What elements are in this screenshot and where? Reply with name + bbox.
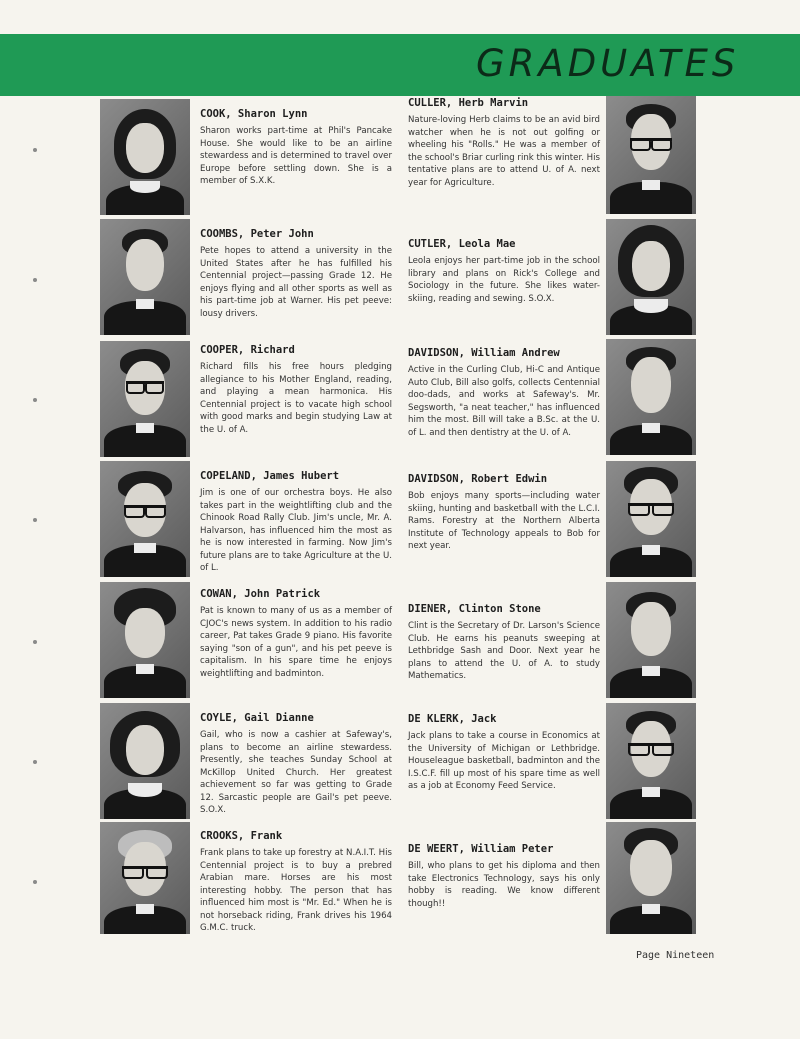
graduate-entry (200, 344, 392, 436)
portrait-photo (100, 582, 190, 698)
portrait-photo (606, 703, 696, 819)
portrait-photo (100, 703, 190, 819)
graduate-bio: Bob enjoys many sports—including water skiing, hunting and basketball with the L.C.I. Rams. Forestry at the Northern Alberta Institute of Technology appeals to Bob for next year. (408, 491, 600, 551)
graduate-bio: Active in the Curling Club, Hi-C and Antique Auto Club, Bill also golfs, collects Centennial doo-dads, and works at Safeway's. Mr. Segsworth, "a neat teacher," has influenced him the most. Bill will take a B.Sc. at the U. of L. and then dentistry at the U. of A. (408, 365, 600, 438)
graduate-bio: Jim is one of our orchestra boys. He also takes part in the weightlifting club and the Chinook Road Rally Club. Jim's uncle, Mr. A. Halvarson, has influenced him the most as he is now interested in farming. Now Jim's future plans are to take Agriculture at the U. of L. (200, 488, 392, 573)
graduate-bio: Frank plans to take up forestry at N.A.I.T. His Centennial project is to buy a prebred Arabian mare. Horses are his most interesting hobby. The person that has influenced him most is "Mr. Ed." When he is not horseback riding, Frank drives his 1964 G.M.C. truck. (200, 848, 392, 933)
portrait-photo (606, 461, 696, 577)
graduate-name: DE KLERK, Jack (408, 713, 497, 725)
portrait-photo (606, 822, 696, 934)
graduate-name: COYLE, Gail Dianne (200, 712, 314, 724)
graduate-bio: Gail, who is now a cashier at Safeway's, plans to become an airline stewardess. Presently, she teaches Sunday School at McKillop United Church. Her greatest achievement so far was getting to Grade 12. Sarcastic people are Gail's pet peeve. S.O.X. (200, 730, 392, 815)
graduate-name: DAVIDSON, William Andrew (408, 347, 560, 359)
margin-dot (33, 880, 37, 884)
margin-dot (33, 518, 37, 522)
portrait-photo (606, 339, 696, 455)
graduate-bio: Nature-loving Herb claims to be an avid bird watcher when he is not out golfing or wheeling his "Rolls." He was a member of the school's Briar curling rink this winter. His tentative plans are to attend U. of A. next year for Agriculture. (408, 115, 600, 188)
graduate-entry (200, 228, 392, 320)
page-title: GRADUATES (476, 42, 740, 85)
graduate-bio: Bill, who plans to get his diploma and then take Electronics Technology, says his only hobby is reading. We know different though!! (408, 861, 600, 909)
graduate-entry (408, 473, 600, 553)
graduate-entry (408, 238, 600, 305)
graduate-entry (200, 108, 392, 188)
margin-dot (33, 760, 37, 764)
graduate-name: DE WEERT, William Peter (408, 843, 554, 855)
graduate-entry (408, 843, 600, 910)
graduate-name: COWAN, John Patrick (200, 588, 321, 600)
graduate-name: DAVIDSON, Robert Edwin (408, 473, 548, 485)
graduate-entry (408, 347, 600, 439)
margin-dot (33, 398, 37, 402)
graduate-entry (408, 713, 600, 793)
page-number: Page Nineteen (636, 950, 715, 961)
graduate-bio: Richard fills his free hours pledging allegiance to his Mother England, reading, and playing a mean harmonica. His Centennial project is to vacate high school with good marks and begin studying Law at the U. of A. (200, 362, 392, 435)
graduate-name: COOMBS, Peter John (200, 228, 314, 240)
portrait-photo (100, 99, 190, 215)
portrait-photo (606, 96, 696, 214)
graduate-bio: Pete hopes to attend a university in the United States after he has fulfilled his Centennial project—passing Grade 12. He enjoys flying and all other sports as well as his part-time job at Warner. His pet peeve: lousy drivers. (200, 246, 392, 319)
graduate-bio: Leola enjoys her part-time job in the school library and plans on Rick's College and Sociology in the future. She likes water-skiing, reading and sewing. S.O.X. (408, 256, 600, 304)
graduate-name: DIENER, Clinton Stone (408, 603, 541, 615)
portrait-photo (100, 461, 190, 577)
graduate-entry (408, 603, 600, 683)
graduate-bio: Sharon works part-time at Phil's Pancake House. She would like to be an airline stewardess and is determined to travel over Europe before settling down. She is a member of S.X.K. (200, 126, 392, 186)
graduate-entry (200, 470, 392, 575)
portrait-photo (100, 341, 190, 457)
graduate-name: CULLER, Herb Marvin (408, 97, 529, 109)
graduate-name: COOPER, Richard (200, 344, 295, 356)
graduate-name: COOK, Sharon Lynn (200, 108, 308, 120)
graduate-entry (200, 830, 392, 935)
graduate-bio: Pat is known to many of us as a member of CJOC's news system. In addition to his radio career, Pat takes Grade 9 piano. His favorite saying "son of a gun", and his pet peeve is capitalism. In his spare time he enjoys weightlifting and badminton. (200, 606, 392, 679)
portrait-photo (606, 582, 696, 698)
margin-dot (33, 148, 37, 152)
graduate-name: CUTLER, Leola Mae (408, 238, 516, 250)
graduate-name: CROOKS, Frank (200, 830, 283, 842)
graduate-name: COPELAND, James Hubert (200, 470, 340, 482)
graduate-bio: Clint is the Secretary of Dr. Larson's Science Club. He earns his peanuts sweeping at Lethbridge Sash and Door. Next year he plans to attend the U. of A. to study Mathematics. (408, 621, 600, 681)
graduate-entry (200, 588, 392, 680)
graduate-entry (408, 97, 600, 189)
portrait-photo (100, 219, 190, 335)
margin-dot (33, 278, 37, 282)
margin-dot (33, 640, 37, 644)
portrait-photo (606, 219, 696, 335)
graduate-bio: Jack plans to take a course in Economics at the University of Michigan or Lethbridge. Houseleague basketball, badminton and the I.S.C.F. fill up most of his spare time as well as a job at Economy Feed Service. (408, 731, 600, 791)
graduate-entry (200, 712, 392, 817)
portrait-photo (100, 822, 190, 934)
